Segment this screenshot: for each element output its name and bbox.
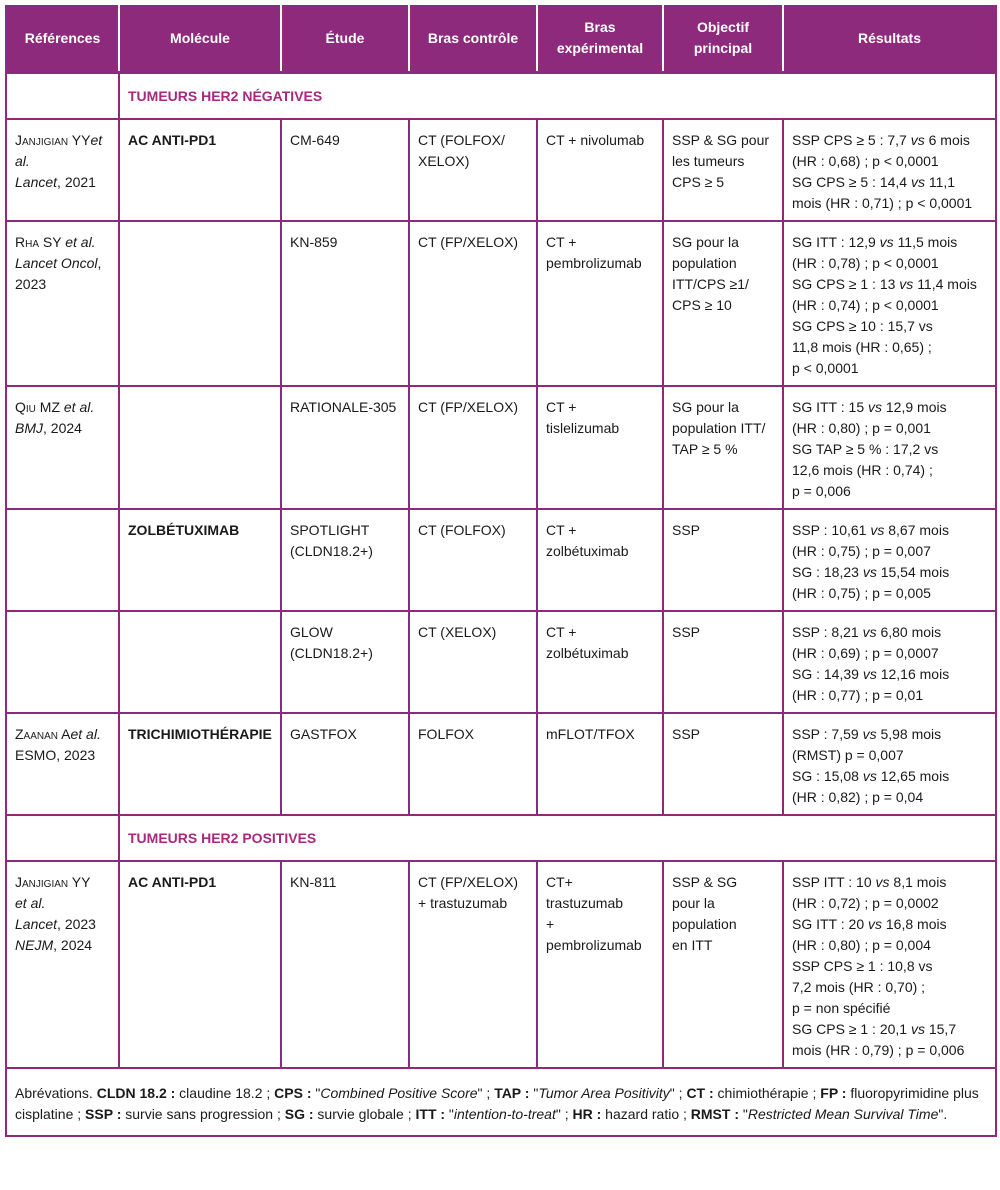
control-line: XELOX) — [418, 153, 470, 169]
experimental-line: tislelizumab — [546, 420, 620, 436]
footnote-row — [6, 1068, 996, 1136]
objective-cell — [663, 386, 783, 509]
ref-etal: et al. — [15, 132, 103, 169]
objective-line: ITT/CPS ≥1/ — [672, 276, 749, 292]
footnote-segment: SG : — [284, 1106, 314, 1122]
experimental-line: CT + — [546, 234, 577, 250]
result-line: SG CPS ≥ 1 : 13 vs 11,4 mois — [792, 276, 977, 292]
study-line: RATIONALE-305 — [290, 399, 397, 415]
result-line: SSP : 7,59 vs 5,98 mois — [792, 726, 942, 742]
ref-author: Janjigian — [15, 132, 69, 148]
experimental-line: CT + — [546, 624, 577, 640]
experimental-line: mFLOT/TFOX — [546, 726, 635, 742]
header-study: Étude — [281, 5, 409, 73]
objective-line: SSP — [672, 522, 701, 538]
control-arm-cell — [409, 119, 537, 221]
result-line: SSP CPS ≥ 5 : 7,7 vs 6 mois — [792, 132, 970, 148]
study-line: CM-649 — [290, 132, 340, 148]
experimental-arm-cell — [537, 119, 663, 221]
study-line: (CLDN18.2+) — [290, 543, 373, 559]
experimental-line: trastuzumab — [546, 895, 624, 911]
result-line: SG CPS ≥ 10 : 15,7 vs — [792, 318, 933, 334]
header-results: Résultats — [783, 5, 996, 73]
results-cell — [783, 611, 996, 713]
experimental-line: zolbétuximab — [546, 543, 629, 559]
reference-cell: Qiu MZ et al. BMJ, 2024 — [6, 386, 119, 509]
experimental-line: CT + — [546, 399, 577, 415]
objective-line: TAP ≥ 5 % — [672, 441, 738, 457]
result-line: mois (HR : 0,71) ; p < 0,0001 — [792, 195, 973, 211]
molecule-cell: ZOLBÉTUXIMAB — [119, 509, 281, 611]
result-line: SSP : 10,61 vs 8,67 mois — [792, 522, 949, 538]
vs-text: vs — [866, 522, 889, 538]
footnote-segment: Combined Positive Score — [320, 1085, 478, 1101]
result-line: (HR : 0,78) ; p < 0,0001 — [792, 255, 939, 271]
control-line: CT (FP/XELOX) — [418, 399, 519, 415]
footnote-segment: Restricted Mean Survival Time — [747, 1106, 939, 1122]
result-line: (HR : 0,74) ; p < 0,0001 — [792, 297, 939, 313]
result-line: 7,2 mois (HR : 0,70) ; — [792, 979, 926, 995]
vs-text: vs — [858, 564, 881, 580]
footnote-segment: HR : — [572, 1106, 602, 1122]
header-row — [6, 5, 996, 73]
table-row — [6, 509, 996, 611]
reference-cell: Janjigian YY et al. Lancet, 2023 NEJM, 2024 — [6, 861, 119, 1068]
results-cell — [783, 221, 996, 386]
objective-cell — [663, 713, 783, 815]
vs-text: vs — [864, 916, 886, 932]
footnote-segment: " — [445, 1106, 454, 1122]
footnote-segment: claudine 18.2 ; — [175, 1085, 275, 1101]
section-row-her2-positive — [6, 815, 996, 861]
experimental-arm-cell — [537, 221, 663, 386]
ref-etal: et al. — [63, 399, 95, 415]
objective-cell — [663, 119, 783, 221]
ref-author: Janjigian — [15, 874, 69, 890]
experimental-line: CT + — [546, 522, 577, 538]
footnote-segment: " — [311, 1085, 321, 1101]
footnote-segment: ". — [938, 1106, 948, 1122]
result-line: SG : 18,23 vs 15,54 mois — [792, 564, 950, 580]
objective-line: SG pour la — [672, 234, 739, 250]
footnote-segment: intention-to-treat — [453, 1106, 556, 1122]
study-line: SPOTLIGHT — [290, 522, 370, 538]
ref-author: Rha — [15, 234, 40, 250]
result-line: SG CPS ≥ 5 : 14,4 vs 11,1 — [792, 174, 956, 190]
study-line: GASTFOX — [290, 726, 357, 742]
ref-journal: Lancet — [15, 916, 58, 932]
molecule-cell — [119, 386, 281, 509]
result-line: SG ITT : 12,9 vs 11,5 mois — [792, 234, 958, 250]
reference-cell: Rha SY et al. Lancet Oncol, 2023 — [6, 221, 119, 386]
experimental-arm-cell — [537, 861, 663, 1068]
result-line: SSP ITT : 10 vs 8,1 mois — [792, 874, 947, 890]
abbreviations-footnote — [6, 1068, 996, 1136]
objective-line: CPS ≥ 5 — [672, 174, 725, 190]
table-row — [6, 713, 996, 815]
result-line: mois (HR : 0,79) ; p = 0,006 — [792, 1042, 965, 1058]
control-arm-cell — [409, 611, 537, 713]
study-cell — [281, 861, 409, 1068]
study-cell — [281, 713, 409, 815]
result-line: (HR : 0,82) ; p = 0,04 — [792, 789, 924, 805]
clinical-trials-table — [5, 5, 997, 1137]
objective-line: les tumeurs — [672, 153, 745, 169]
table-row — [6, 221, 996, 386]
result-line: SSP : 8,21 vs 6,80 mois — [792, 624, 942, 640]
molecule-cell — [119, 611, 281, 713]
results-cell — [783, 509, 996, 611]
result-line: p < 0,0001 — [792, 360, 859, 376]
section-title-her2-negative: TUMEURS HER2 NÉGATIVES — [119, 73, 996, 120]
result-line: SG CPS ≥ 1 : 20,1 vs 15,7 — [792, 1021, 957, 1037]
objective-line: SSP & SG — [672, 874, 738, 890]
result-line: SG : 15,08 vs 12,65 mois — [792, 768, 950, 784]
ref-author: Qiu — [15, 399, 36, 415]
experimental-line: CT + nivolumab — [546, 132, 645, 148]
objective-cell — [663, 221, 783, 386]
section-title-her2-positive: TUMEURS HER2 POSITIVES — [119, 815, 996, 861]
control-arm-cell — [409, 509, 537, 611]
control-line: CT (FOLFOX/ — [418, 132, 505, 148]
table-row — [6, 386, 996, 509]
experimental-line: pembrolizumab — [546, 937, 642, 953]
footnote-segment: hazard ratio ; — [601, 1106, 691, 1122]
objective-cell — [663, 861, 783, 1068]
reference-cell — [6, 611, 119, 713]
study-line: KN-811 — [290, 874, 337, 890]
objective-line: SSP — [672, 726, 701, 742]
result-line: p = non spécifié — [792, 1000, 891, 1016]
experimental-arm-cell — [537, 713, 663, 815]
study-cell — [281, 509, 409, 611]
result-line: (RMST) p = 0,007 — [792, 747, 904, 763]
clinical-trials-table-container — [5, 5, 995, 1185]
study-cell — [281, 386, 409, 509]
experimental-arm-cell — [537, 386, 663, 509]
results-cell — [783, 386, 996, 509]
control-line: CT (XELOX) — [418, 624, 497, 640]
ref-journal: Lancet Oncol — [15, 255, 98, 271]
ref-journal: BMJ — [15, 420, 43, 436]
control-line: CT (FP/XELOX) — [418, 234, 519, 250]
footnote-segment: Tumor Area Positivity — [538, 1085, 670, 1101]
result-line: (HR : 0,77) ; p = 0,01 — [792, 687, 924, 703]
vs-text: vs — [864, 399, 886, 415]
control-arm-cell — [409, 386, 537, 509]
molecule-cell: TRICHIMIOTHÉRAPIE — [119, 713, 281, 815]
section-empty-cell — [6, 73, 119, 120]
vs-text: vs — [858, 768, 881, 784]
reference-cell: Zaanan Aet al. ESMO, 2023 — [6, 713, 119, 815]
ref-etal: et al. — [15, 895, 46, 911]
reference-cell: Janjigian YYet al. Lancet, 2021 — [6, 119, 119, 221]
result-line: SG ITT : 20 vs 16,8 mois — [792, 916, 947, 932]
objective-line: SG pour la — [672, 399, 739, 415]
table-row — [6, 861, 996, 1068]
objective-cell — [663, 509, 783, 611]
study-line: (CLDN18.2+) — [290, 645, 373, 661]
result-line: 12,6 mois (HR : 0,74) ; — [792, 462, 933, 478]
footnote-segment: CT : — [686, 1085, 714, 1101]
study-cell — [281, 119, 409, 221]
result-line: 11,8 mois (HR : 0,65) ; — [792, 339, 932, 355]
result-line: SG ITT : 15 vs 12,9 mois — [792, 399, 947, 415]
experimental-line: CT+ — [546, 874, 573, 890]
footnote-segment: " — [739, 1106, 748, 1122]
header-control-arm: Bras contrôle — [409, 5, 537, 73]
ref-author: Zaanan — [15, 726, 59, 742]
results-cell — [783, 861, 996, 1068]
objective-line: SSP & SG pour — [672, 132, 770, 148]
objective-line: en ITT — [672, 937, 713, 953]
result-line: (HR : 0,68) ; p < 0,0001 — [792, 153, 939, 169]
control-line: FOLFOX — [418, 726, 475, 742]
experimental-line: zolbétuximab — [546, 645, 629, 661]
study-cell — [281, 611, 409, 713]
vs-text: vs — [871, 874, 894, 890]
control-line: CT (FP/XELOX) — [418, 874, 519, 890]
footnote-segment: survie globale ; — [313, 1106, 416, 1122]
control-arm-cell — [409, 861, 537, 1068]
header-references: Références — [6, 5, 119, 73]
experimental-line: pembrolizumab — [546, 255, 642, 271]
footnote-segment: " ; — [669, 1085, 687, 1101]
footnote-segment: ITT : — [415, 1106, 446, 1122]
result-line: (HR : 0,69) ; p = 0,0007 — [792, 645, 939, 661]
result-line: (HR : 0,75) ; p = 0,005 — [792, 585, 931, 601]
objective-line: population — [672, 255, 737, 271]
results-cell — [783, 713, 996, 815]
control-arm-cell — [409, 221, 537, 386]
result-line: (HR : 0,80) ; p = 0,004 — [792, 937, 931, 953]
vs-text: vs — [907, 174, 929, 190]
vs-text: vs — [858, 726, 881, 742]
objective-line: SSP — [672, 624, 701, 640]
result-line: p = 0,006 — [792, 483, 851, 499]
header-molecule: Molécule — [119, 5, 281, 73]
footnote-segment: " ; — [477, 1085, 495, 1101]
results-cell — [783, 119, 996, 221]
footnote-segment: fluoropyrimidine plus cisplatine ; — [15, 1085, 979, 1122]
study-line: KN-859 — [290, 234, 338, 250]
control-line: CT (FOLFOX) — [418, 522, 506, 538]
objective-line: CPS ≥ 10 — [672, 297, 732, 313]
footnote-segment: RMST : — [690, 1106, 739, 1122]
result-line: (HR : 0,72) ; p = 0,0002 — [792, 895, 939, 911]
experimental-arm-cell — [537, 509, 663, 611]
vs-text: vs — [907, 1021, 929, 1037]
section-empty-cell — [6, 815, 119, 861]
molecule-cell: AC ANTI-PD1 — [119, 861, 281, 1068]
control-arm-cell — [409, 713, 537, 815]
vs-text: vs — [858, 666, 881, 682]
control-line: + trastuzumab — [418, 895, 508, 911]
table-row — [6, 611, 996, 713]
ref-journal: Lancet — [15, 174, 58, 190]
table-row — [6, 119, 996, 221]
result-line: (HR : 0,80) ; p = 0,001 — [792, 420, 931, 436]
experimental-arm-cell — [537, 611, 663, 713]
footnote-segment: FP : — [820, 1085, 847, 1101]
ref-etal: et al. — [65, 234, 96, 250]
result-line: SG : 14,39 vs 12,16 mois — [792, 666, 950, 682]
vs-text: vs — [906, 132, 929, 148]
result-line: (HR : 0,75) ; p = 0,007 — [792, 543, 931, 559]
objective-line: population — [672, 916, 737, 932]
footnote-segment: CLDN 18.2 : — [96, 1085, 176, 1101]
molecule-cell — [119, 221, 281, 386]
header-experimental-arm: Bras expérimental — [537, 5, 663, 73]
objective-line: population ITT/ — [672, 420, 766, 436]
ref-journal: NEJM — [15, 937, 54, 953]
footnote-segment: chimiothérapie ; — [713, 1085, 821, 1101]
result-line: SSP CPS ≥ 1 : 10,8 vs — [792, 958, 933, 974]
study-line: GLOW — [290, 624, 333, 640]
header-primary-objective: Objectif principal — [663, 5, 783, 73]
footnote-segment: SSP : — [85, 1106, 122, 1122]
objective-cell — [663, 611, 783, 713]
footnote-segment: " — [529, 1085, 539, 1101]
reference-cell — [6, 509, 119, 611]
vs-text: vs — [895, 276, 918, 292]
molecule-cell: AC ANTI-PD1 — [119, 119, 281, 221]
section-row-her2-negative — [6, 73, 996, 120]
experimental-line: + — [546, 916, 555, 932]
footnote-segment: Abrévations. — [15, 1085, 97, 1101]
footnote-segment: CPS : — [274, 1085, 312, 1101]
footnote-segment: survie sans progression ; — [121, 1106, 285, 1122]
result-line: SG TAP ≥ 5 % : 17,2 vs — [792, 441, 939, 457]
study-cell — [281, 221, 409, 386]
objective-line: pour la — [672, 895, 715, 911]
vs-text: vs — [858, 624, 881, 640]
vs-text: vs — [875, 234, 898, 250]
footnote-segment: TAP : — [494, 1085, 530, 1101]
ref-etal: et al. — [70, 726, 101, 742]
footnote-segment: " ; — [555, 1106, 573, 1122]
